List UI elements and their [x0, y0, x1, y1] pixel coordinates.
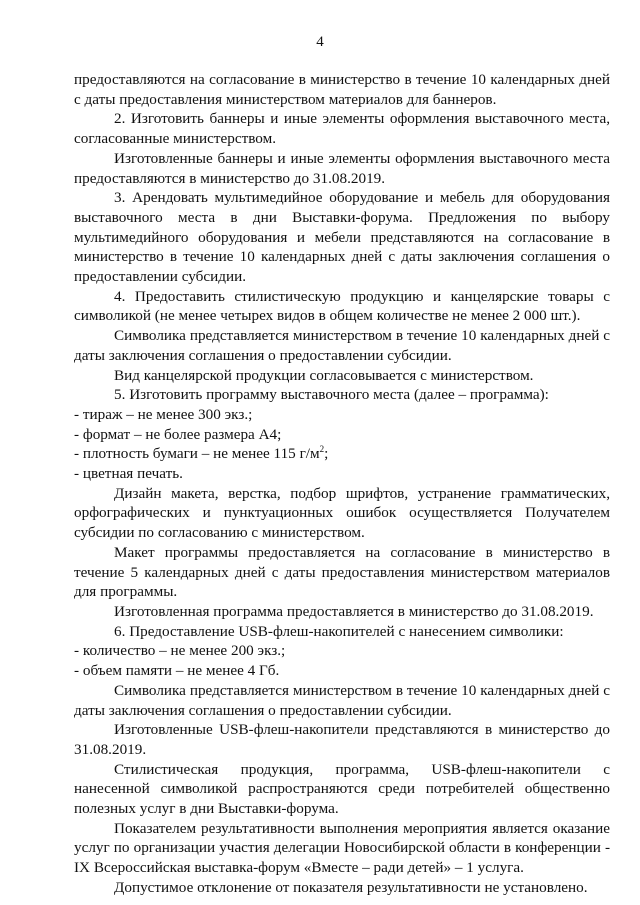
list-item-quantity: - количество – не менее 200 экз.;: [74, 642, 286, 660]
paragraph-program-deadline: Изготовленная программа предоставляется в министерство до 31.08.2019.: [114, 602, 594, 620]
paragraph-deviation: Допустимое отклонение от показателя результативности не установлено.: [114, 878, 588, 896]
document-body: [74, 70, 610, 898]
paragraph-item-5: 5. Изготовить программу выставочного места (далее – программа):: [114, 386, 549, 404]
paragraph-continuation: предоставляются на согласование в министерство в течение 10 календарных дней с даты предоставления министерством материалов для баннеров.: [74, 71, 610, 108]
paragraph-item-4: 4. Предоставить стилистическую продукцию и канцелярские товары с символикой (не менее четырех видов в общем количестве не менее 2 000 шт.).: [74, 287, 610, 325]
list-item-paper-density: [74, 444, 610, 464]
superscript-2: 2: [319, 444, 325, 455]
paragraph-distribution: Стилистическая продукция, программа, USB-флеш-накопители с нанесенной символикой распространяются среди потребителей общественно полезных услуг в дни Выставки-форума.: [74, 760, 610, 818]
list-item-format: - формат – не более размера А4;: [74, 425, 282, 443]
paragraph-symbolics-usb: Символика представляется министерством в течение 10 календарных дней с даты заключения соглашения о предоставлении субсидии.: [74, 681, 610, 719]
list-item-memory: - объем памяти – не менее 4 Гб.: [74, 662, 280, 680]
paragraph-layout-design: Дизайн макета, верстка, подбор шрифтов, устранение грамматических, орфографических и пунктуационных ошибок осуществляется Получателем субсидии по согласованию с министерством.: [74, 484, 610, 542]
paragraph-symbolics: Символика представляется министерством в течение 10 календарных дней с даты заключения соглашения о предоставлении субсидии.: [74, 327, 610, 364]
paper-density-text: - плотность бумаги – не менее 115 г/м: [74, 445, 320, 463]
list-item-circulation: - тираж – не менее 300 экз.;: [74, 405, 253, 423]
paragraph-stationery: Вид канцелярской продукции согласовывается с министерством.: [114, 366, 534, 384]
paragraph-performance-indicator: Показателем результативности выполнения мероприятия является оказание услуг по организации участия делегации Новосибирской области в конференции - IX Всероссийская выставка-форум «Вместе – ради детей» – 1 услуга.: [74, 819, 610, 877]
paragraph-banners-deadline: Изготовленные баннеры и иные элементы оформления выставочного места предоставляются в министерство до 31.08.2019.: [74, 149, 610, 187]
page-number: 4: [316, 34, 324, 50]
paragraph-usb-deadline: Изготовленные USB-флеш-накопители представляются в министерство до 31.08.2019.: [74, 721, 610, 758]
paragraph-item-6: 6. Предоставление USB-флеш-накопителей с нанесением символики:: [114, 622, 564, 640]
list-item-color-print: - цветная печать.: [74, 465, 183, 483]
paragraph-item-3: 3. Арендовать мультимедийное оборудование и мебель для оборудования выставочного места в дни Выставки-форума. Предложения по выбору мультимедийного оборудования и мебели представляются на согласование в министерство в течение 10 календарных дней с даты заключения соглашения о предоставлении субсидии.: [74, 189, 610, 286]
paragraph-item-2: 2. Изготовить баннеры и иные элементы оформления выставочного места, согласованные министерством.: [74, 110, 610, 148]
paragraph-program-approval: Макет программы предоставляется на согласование в министерство в течение 5 календарных дней с даты предоставления министерством материалов для программы.: [74, 543, 610, 601]
paper-density-suffix: ;: [324, 445, 329, 463]
